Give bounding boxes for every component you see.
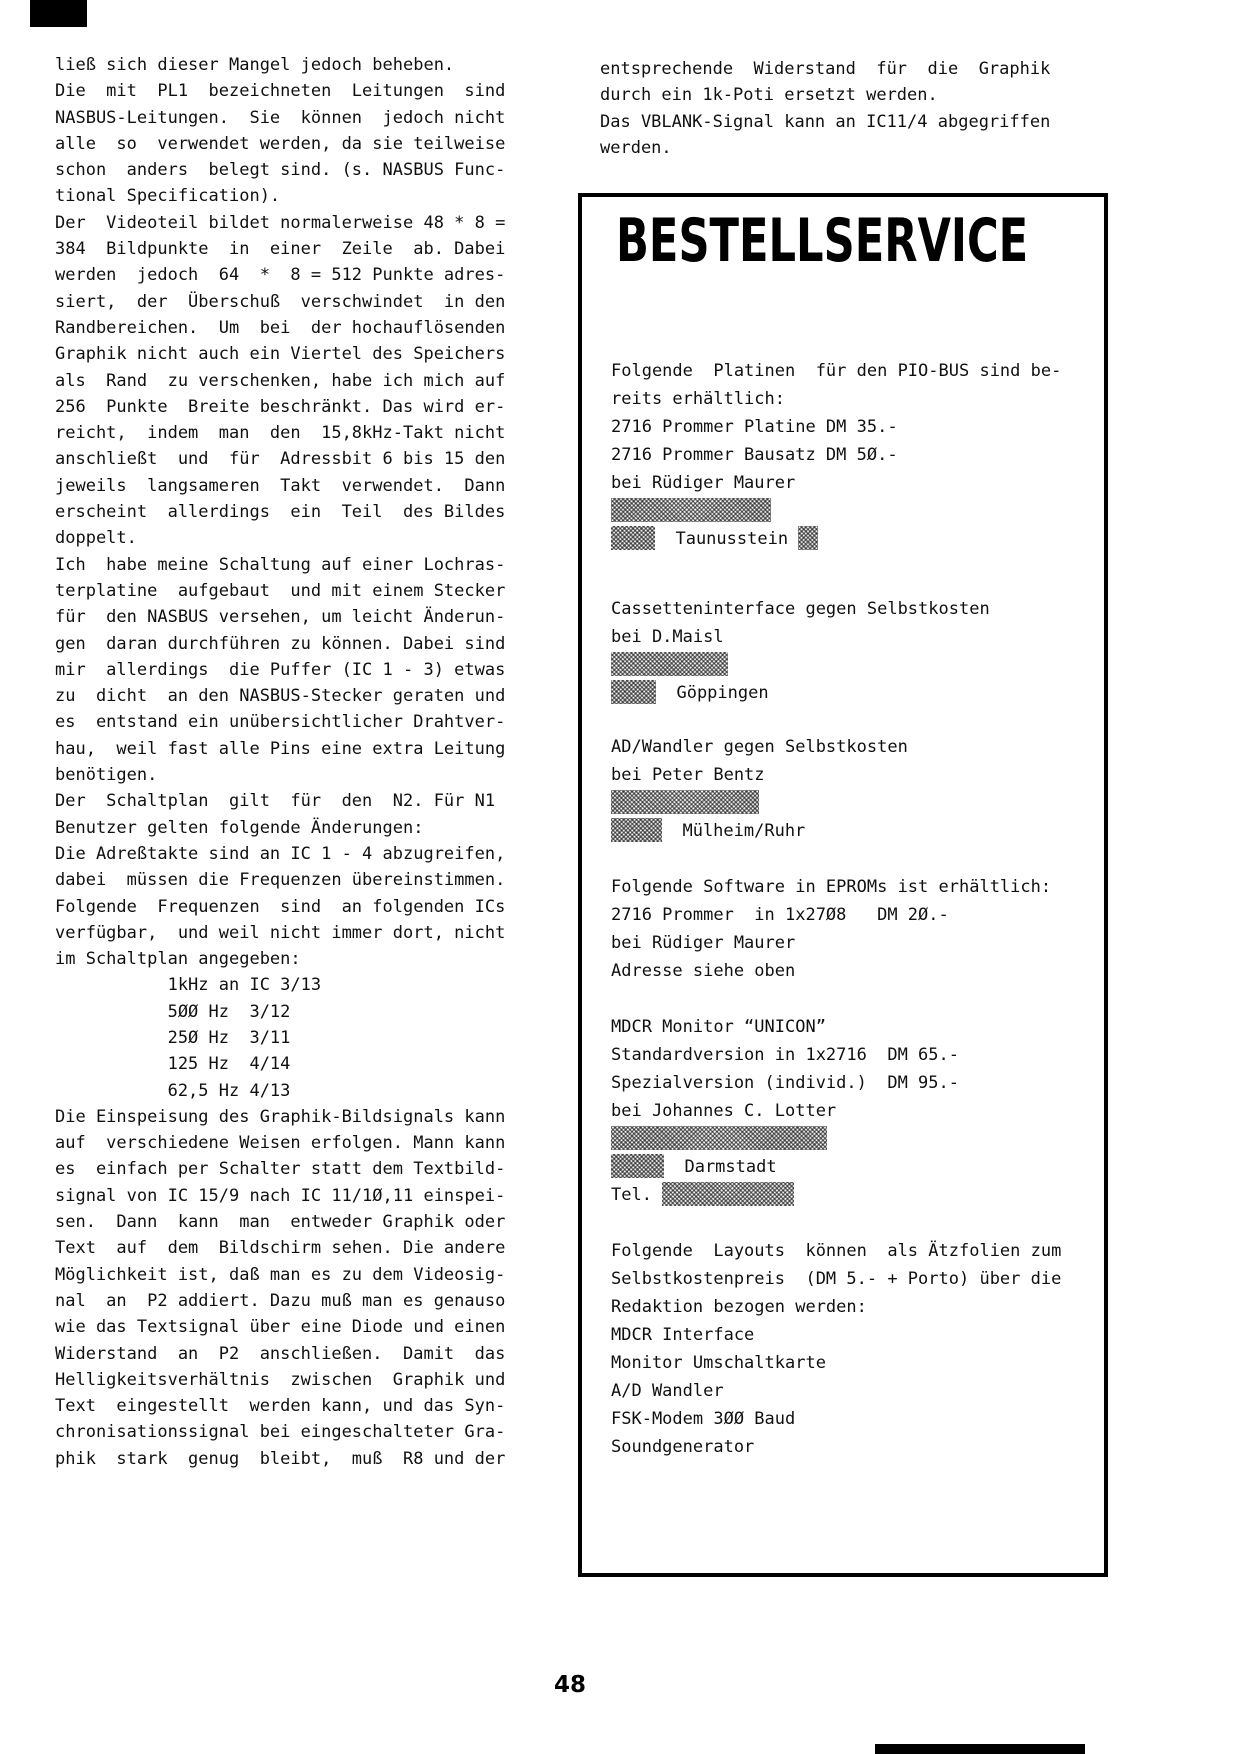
text-line: benötigen. — [55, 765, 158, 786]
text-line: im Schaltplan angegeben: — [55, 949, 301, 970]
redaction-bar — [611, 818, 662, 842]
text-line: Folgende Frequenzen sind an folgenden ICs — [55, 896, 506, 917]
text-line: 256 Punkte Breite beschränkt. Das wird er- — [55, 396, 506, 417]
right-column-top — [600, 56, 1110, 161]
redaction-bar — [611, 652, 728, 676]
text-line: 2716 Prommer Platine DM 35.- — [611, 417, 898, 437]
text-line: terplatine aufgebaut und mit einem Stecker — [55, 580, 506, 601]
text-line: Das VBLANK-Signal kann an IC11/4 abgegriffen — [600, 111, 1051, 132]
text-line: Folgende Software in EPROMs ist erhältlich: — [611, 877, 1052, 897]
text-line: anschließt und für Adressbit 6 bis 15 den — [55, 449, 506, 470]
redaction-bar — [611, 1126, 827, 1150]
text-line: 384 Bildpunkte in einer Zeile ab. Dabei — [55, 239, 506, 260]
text-line: 62,5 Hz 4/13 — [55, 1080, 291, 1101]
text-line: NASBUS-Leitungen. Sie können jedoch nicht — [55, 107, 506, 128]
text-line: hau, weil fast alle Pins eine extra Leitung — [55, 738, 506, 759]
redaction-bar — [611, 790, 759, 814]
redaction-bar — [611, 498, 771, 522]
text-line: chronisationssignal bei eingeschalteter Gra- — [55, 1422, 506, 1443]
text-line: Die Einspeisung des Graphik-Bildsignals kann — [55, 1106, 506, 1127]
text-line: bei Rüdiger Maurer — [611, 473, 796, 493]
text-line: wie das Textsignal über eine Diode und einen — [55, 1317, 506, 1338]
order-block — [611, 733, 1098, 845]
text-line: FSK-Modem 3ØØ Baud — [611, 1409, 796, 1429]
text-line: reicht, indem man den 15,8kHz-Takt nicht — [55, 423, 506, 444]
text-line: Ich habe meine Schaltung auf einer Lochras- — [55, 554, 506, 575]
text-line: Text auf dem Bildschirm sehen. Die andere — [55, 1238, 506, 1259]
text-line: Standardversion in 1x2716 DM 65.- — [611, 1045, 959, 1065]
text-line: Darmstadt — [611, 1153, 1098, 1181]
text-line: Göppingen — [611, 679, 1098, 707]
text-line: alle so verwendet werden, da sie teilweise — [55, 133, 506, 154]
text-line: Spezialversion (individ.) DM 95.- — [611, 1073, 959, 1093]
text-line: Benutzer gelten folgende Änderungen: — [55, 817, 424, 838]
text-line: nal an P2 addiert. Dazu muß man es genauso — [55, 1290, 506, 1311]
text-line: bei Johannes C. Lotter — [611, 1101, 837, 1121]
text-line: jeweils langsameren Takt verwendet. Dann — [55, 475, 506, 496]
text-line: für den NASBUS versehen, um leicht Änderun- — [55, 607, 506, 628]
text-line: werden. — [600, 137, 672, 158]
left-column — [55, 52, 525, 1472]
text-line — [611, 1125, 1098, 1153]
text-line: 25Ø Hz 3/11 — [55, 1027, 291, 1048]
text-line: Selbstkostenpreis (DM 5.- + Porto) über die — [611, 1269, 1062, 1289]
text-line: 2716 Prommer Bausatz DM 5Ø.- — [611, 445, 898, 465]
text-line: signal von IC 15/9 nach IC 11/1Ø,11 einspei- — [55, 1185, 506, 1206]
order-block — [611, 357, 1098, 553]
redaction-bar — [798, 526, 818, 550]
text-line: gen daran durchführen zu können. Dabei sind — [55, 633, 506, 654]
text-line: Soundgenerator — [611, 1437, 755, 1457]
text-line: Taunusstein — [611, 525, 1098, 553]
text-line: Text eingestellt werden kann, und das Syn- — [55, 1396, 506, 1417]
text-line: 5ØØ Hz 3/12 — [55, 1001, 291, 1022]
text-line: Adresse siehe oben — [611, 961, 796, 981]
text-line: Die mit PL1 bezeichneten Leitungen sind — [55, 81, 506, 102]
text-line: es einfach per Schalter statt dem Textbild- — [55, 1159, 506, 1180]
text-line: dabei müssen die Frequenzen übereinstimmen. — [55, 870, 506, 891]
text-line: Tel. — [611, 1181, 1098, 1209]
scan-artifact-bottomright — [875, 1744, 1085, 1754]
text-line: 1kHz an IC 3/13 — [55, 975, 322, 996]
text-line — [611, 497, 1098, 525]
redaction-bar — [611, 1154, 664, 1178]
text-line: erscheint allerdings ein Teil des Bildes — [55, 502, 506, 523]
text-line: Der Videoteil bildet normalerweise 48 * 8 = — [55, 212, 506, 233]
text-line: Mülheim/Ruhr — [611, 817, 1098, 845]
text-line: Folgende Platinen für den PIO-BUS sind be- — [611, 361, 1062, 381]
text-line: doppelt. — [55, 528, 137, 549]
box-content — [611, 357, 1098, 1461]
order-service-box — [578, 193, 1108, 1577]
order-block — [611, 1013, 1098, 1209]
text-line: phik stark genug bleibt, muß R8 und der — [55, 1448, 506, 1469]
text-line: bei D.Maisl — [611, 627, 724, 647]
text-line: MDCR Monitor “UNICON” — [611, 1017, 826, 1037]
redaction-bar — [611, 680, 656, 704]
text-line — [611, 789, 1098, 817]
text-line: sen. Dann kann man entweder Graphik oder — [55, 1212, 506, 1233]
page-number: 48 — [553, 1672, 586, 1698]
text-line: bei Peter Bentz — [611, 765, 765, 785]
text-line: auf verschiedene Weisen erfolgen. Mann kann — [55, 1133, 506, 1154]
text-line: verfügbar, und weil nicht immer dort, nicht — [55, 922, 506, 943]
redaction-bar — [611, 526, 655, 550]
text-line: bei Rüdiger Maurer — [611, 933, 796, 953]
text-line: werden jedoch 64 * 8 = 512 Punkte adres- — [55, 265, 506, 286]
scan-artifact-topleft — [30, 0, 87, 27]
text-line: entsprechende Widerstand für die Graphik — [600, 59, 1051, 79]
text-line: Folgende Layouts können als Ätzfolien zum — [611, 1241, 1062, 1261]
text-line: AD/Wandler gegen Selbstkosten — [611, 737, 908, 757]
text-line: Helligkeitsverhältnis zwischen Graphik und — [55, 1369, 506, 1390]
text-line: schon anders belegt sind. (s. NASBUS Func- — [55, 160, 506, 181]
text-line: mir allerdings die Puffer (IC 1 - 3) etwas — [55, 659, 506, 680]
text-line: tional Specification). — [55, 186, 281, 207]
text-line: es entstand ein unübersichtlicher Drahtver- — [55, 712, 506, 733]
text-line: Cassetteninterface gegen Selbstkosten — [611, 599, 990, 619]
text-line: Redaktion bezogen werden: — [611, 1297, 867, 1317]
order-block — [611, 1237, 1098, 1461]
text-line: durch ein 1k-Poti ersetzt werden. — [600, 85, 938, 106]
text-line: Randbereichen. Um bei der hochauflösenden — [55, 317, 506, 338]
text-line: zu dicht an den NASBUS-Stecker geraten und — [55, 686, 506, 707]
text-line: Möglichkeit ist, daß man es zu dem Videosig- — [55, 1264, 506, 1285]
text-line: Monitor Umschaltkarte — [611, 1353, 826, 1373]
text-line: ließ sich dieser Mangel jedoch beheben. — [55, 55, 455, 75]
text-line: siert, der Überschuß verschwindet in den — [55, 291, 506, 312]
redaction-bar — [662, 1182, 794, 1206]
box-title: BESTELLSERVICE — [616, 206, 1029, 276]
text-line — [611, 651, 1098, 679]
text-line: Der Schaltplan gilt für den N2. Für N1 — [55, 791, 496, 812]
text-line: 125 Hz 4/14 — [55, 1054, 291, 1075]
order-block — [611, 595, 1098, 707]
text-line: 2716 Prommer in 1x27Ø8 DM 2Ø.- — [611, 905, 949, 925]
text-line: reits erhältlich: — [611, 389, 785, 409]
text-line: Widerstand an P2 anschließen. Damit das — [55, 1343, 506, 1364]
text-line: Graphik nicht auch ein Viertel des Speichers — [55, 344, 506, 365]
text-line: MDCR Interface — [611, 1325, 755, 1345]
text-line: Die Adreßtakte sind an IC 1 - 4 abzugreifen, — [55, 843, 506, 864]
text-line: als Rand zu verschenken, habe ich mich auf — [55, 370, 506, 391]
text-line: A/D Wandler — [611, 1381, 724, 1401]
order-block — [611, 873, 1098, 985]
